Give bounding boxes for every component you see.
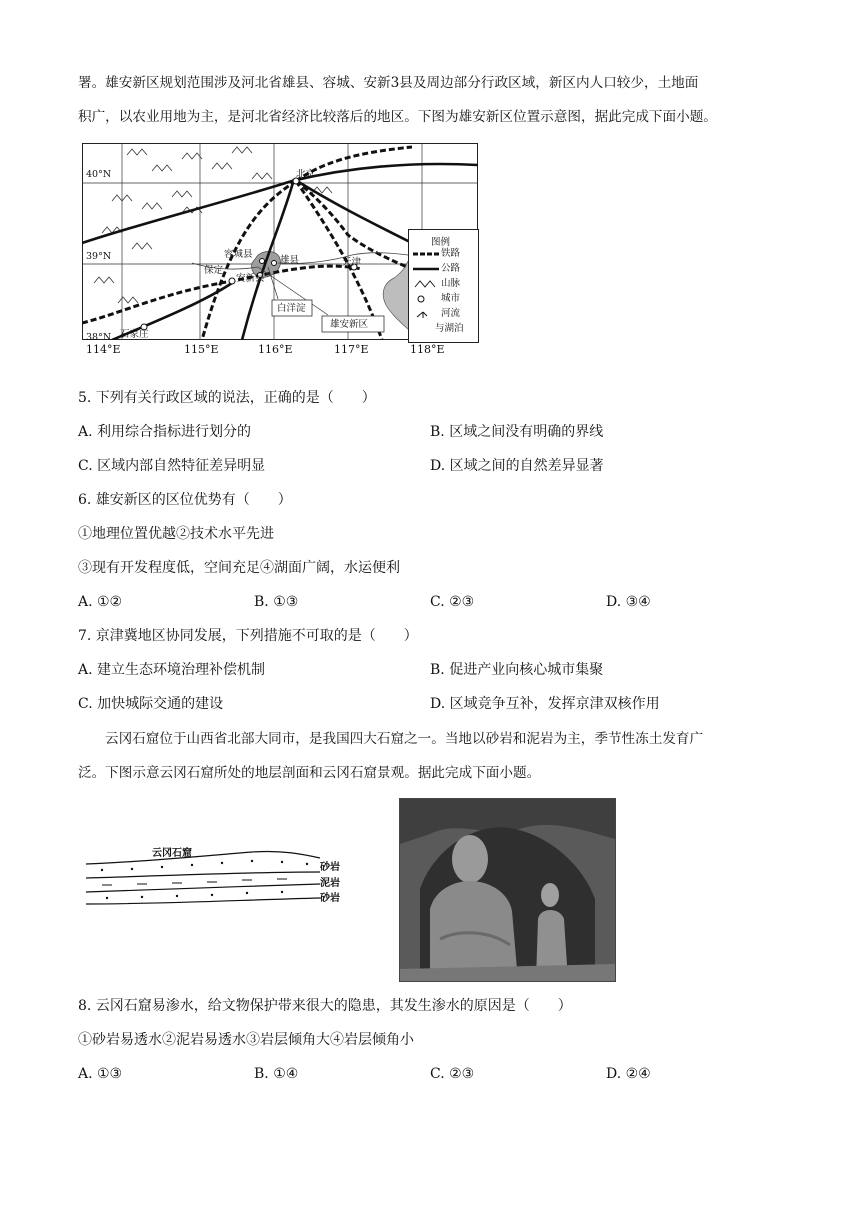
q5-stem: 5. 下列有关行政区域的说法，正确的是（ ） (78, 390, 376, 406)
intro-paragraph (78, 66, 793, 134)
profile-title: 云冈石窟 (152, 848, 192, 859)
q7-option-c[interactable]: C. 加快城际交通的建设 (78, 696, 224, 712)
mountain-icon (413, 280, 441, 288)
place-rongcheng: 容城县 (224, 249, 253, 260)
place-xiongxian: 雄县 (280, 255, 300, 266)
q7-option-a[interactable]: A. 建立生态环境治理补偿机制 (78, 662, 266, 678)
q6-stem: 6. 雄安新区的区位优势有（ ） (78, 492, 292, 508)
lat-label-40: 40°N (86, 169, 112, 180)
strata-profile (82, 842, 347, 912)
q8-stem: 8. 云冈石窟易渗水，给文物保护带来很大的隐患，其发生渗水的原因是（ ） (78, 998, 572, 1014)
place-baoding: 保定 (204, 265, 224, 276)
passage-line-1: 云冈石窟位于山西省北部大同市，是我国四大石窟之一。当地以砂岩和泥岩为主，季节性冻土发育广 (105, 731, 704, 747)
mudstone-dashes (102, 879, 287, 885)
lon-label-117: 117°E (334, 343, 369, 356)
legend-item-river: 河流 (413, 308, 460, 319)
intro-line-2: 积广，以农业用地为主，是河北省经济比较落后的地区。下图为雄安新区位置示意图，据此完成下面小题。 (78, 109, 717, 125)
q6-statement-1: ①地理位置优越②技术水平先进 (78, 526, 274, 542)
lon-label-116: 116°E (258, 343, 293, 356)
legend-item-mountain: 山脉 (413, 278, 460, 289)
q5-option-c[interactable]: C. 区域内部自然特征差异明显 (78, 458, 266, 474)
q5-option-b[interactable]: B. 区域之间没有明确的界线 (430, 424, 604, 440)
legend-item-highway: 公路 (413, 263, 460, 274)
q6-option-d[interactable]: D. ③④ (606, 594, 651, 610)
layer-label-sandstone-top: 砂岩 (320, 862, 340, 873)
q5-option-a[interactable]: A. 利用综合指标进行划分的 (78, 424, 252, 440)
q8-option-c[interactable]: C. ②③ (430, 1066, 475, 1082)
legend-item-railway: 铁路 (413, 248, 460, 259)
xiongan-location-map (82, 143, 478, 343)
q7-stem: 7. 京津冀地区协同发展，下列措施不可取的是（ ） (78, 628, 418, 644)
layer-label-mudstone: 泥岩 (320, 878, 340, 889)
layer-label-sandstone-bottom: 砂岩 (320, 893, 340, 904)
q7-option-d[interactable]: D. 区域竞争互补，发挥京津双核作用 (430, 696, 660, 712)
intro-line-1: 署。雄安新区规划范围涉及河北省雄县、容城、安新3县及周边部分行政区域，新区内人口较少，土地面 (78, 75, 699, 91)
city-icon (413, 295, 441, 303)
q7-option-b[interactable]: B. 促进产业向核心城市集聚 (430, 662, 604, 678)
yungang-grottoes-photo (399, 798, 616, 982)
place-baiyangdian: 白洋淀 (277, 303, 306, 314)
lon-label-118: 118°E (410, 343, 445, 356)
lat-label-38: 38°N (86, 332, 112, 343)
q8-option-a[interactable]: A. ①③ (78, 1066, 123, 1082)
map-legend (408, 229, 479, 343)
place-tianjin: 天津 (342, 257, 362, 268)
railway-icon (413, 251, 441, 257)
q8-option-b[interactable]: B. ①④ (254, 1066, 299, 1082)
legend-title: 图例 (431, 237, 451, 248)
place-anxin: 安新县 (236, 273, 265, 284)
lat-label-39: 39°N (86, 251, 112, 262)
strata-profile-drawing (82, 842, 347, 912)
place-beijing: 北京 (296, 169, 316, 180)
lon-label-115: 115°E (184, 343, 219, 356)
q5-option-d[interactable]: D. 区域之间的自然差异显著 (430, 458, 604, 474)
river-icon (413, 310, 441, 318)
legend-item-city: 城市 (413, 293, 460, 304)
q6-statement-2: ③现有开发程度低，空间充足④湖面广阔，水运便利 (78, 560, 400, 576)
legend-item-lake: 与湖泊 (435, 323, 464, 334)
place-xiongan: 雄安新区 (330, 319, 369, 330)
lon-label-114: 114°E (86, 343, 121, 356)
highway-icon (413, 266, 441, 272)
q8-statements: ①砂岩易透水②泥岩易透水③岩层倾角大④岩层倾角小 (78, 1032, 414, 1048)
q6-option-b[interactable]: B. ①③ (254, 594, 299, 610)
q6-option-a[interactable]: A. ①② (78, 594, 123, 610)
passage-line-2: 泛。下图示意云冈石窟所处的地层剖面和云冈石窟景观。据此完成下面小题。 (78, 765, 541, 781)
q8-option-d[interactable]: D. ②④ (606, 1066, 651, 1082)
place-shijiazhuang: 石家庄 (120, 329, 149, 340)
yungang-passage (78, 722, 793, 790)
q6-option-c[interactable]: C. ②③ (430, 594, 475, 610)
